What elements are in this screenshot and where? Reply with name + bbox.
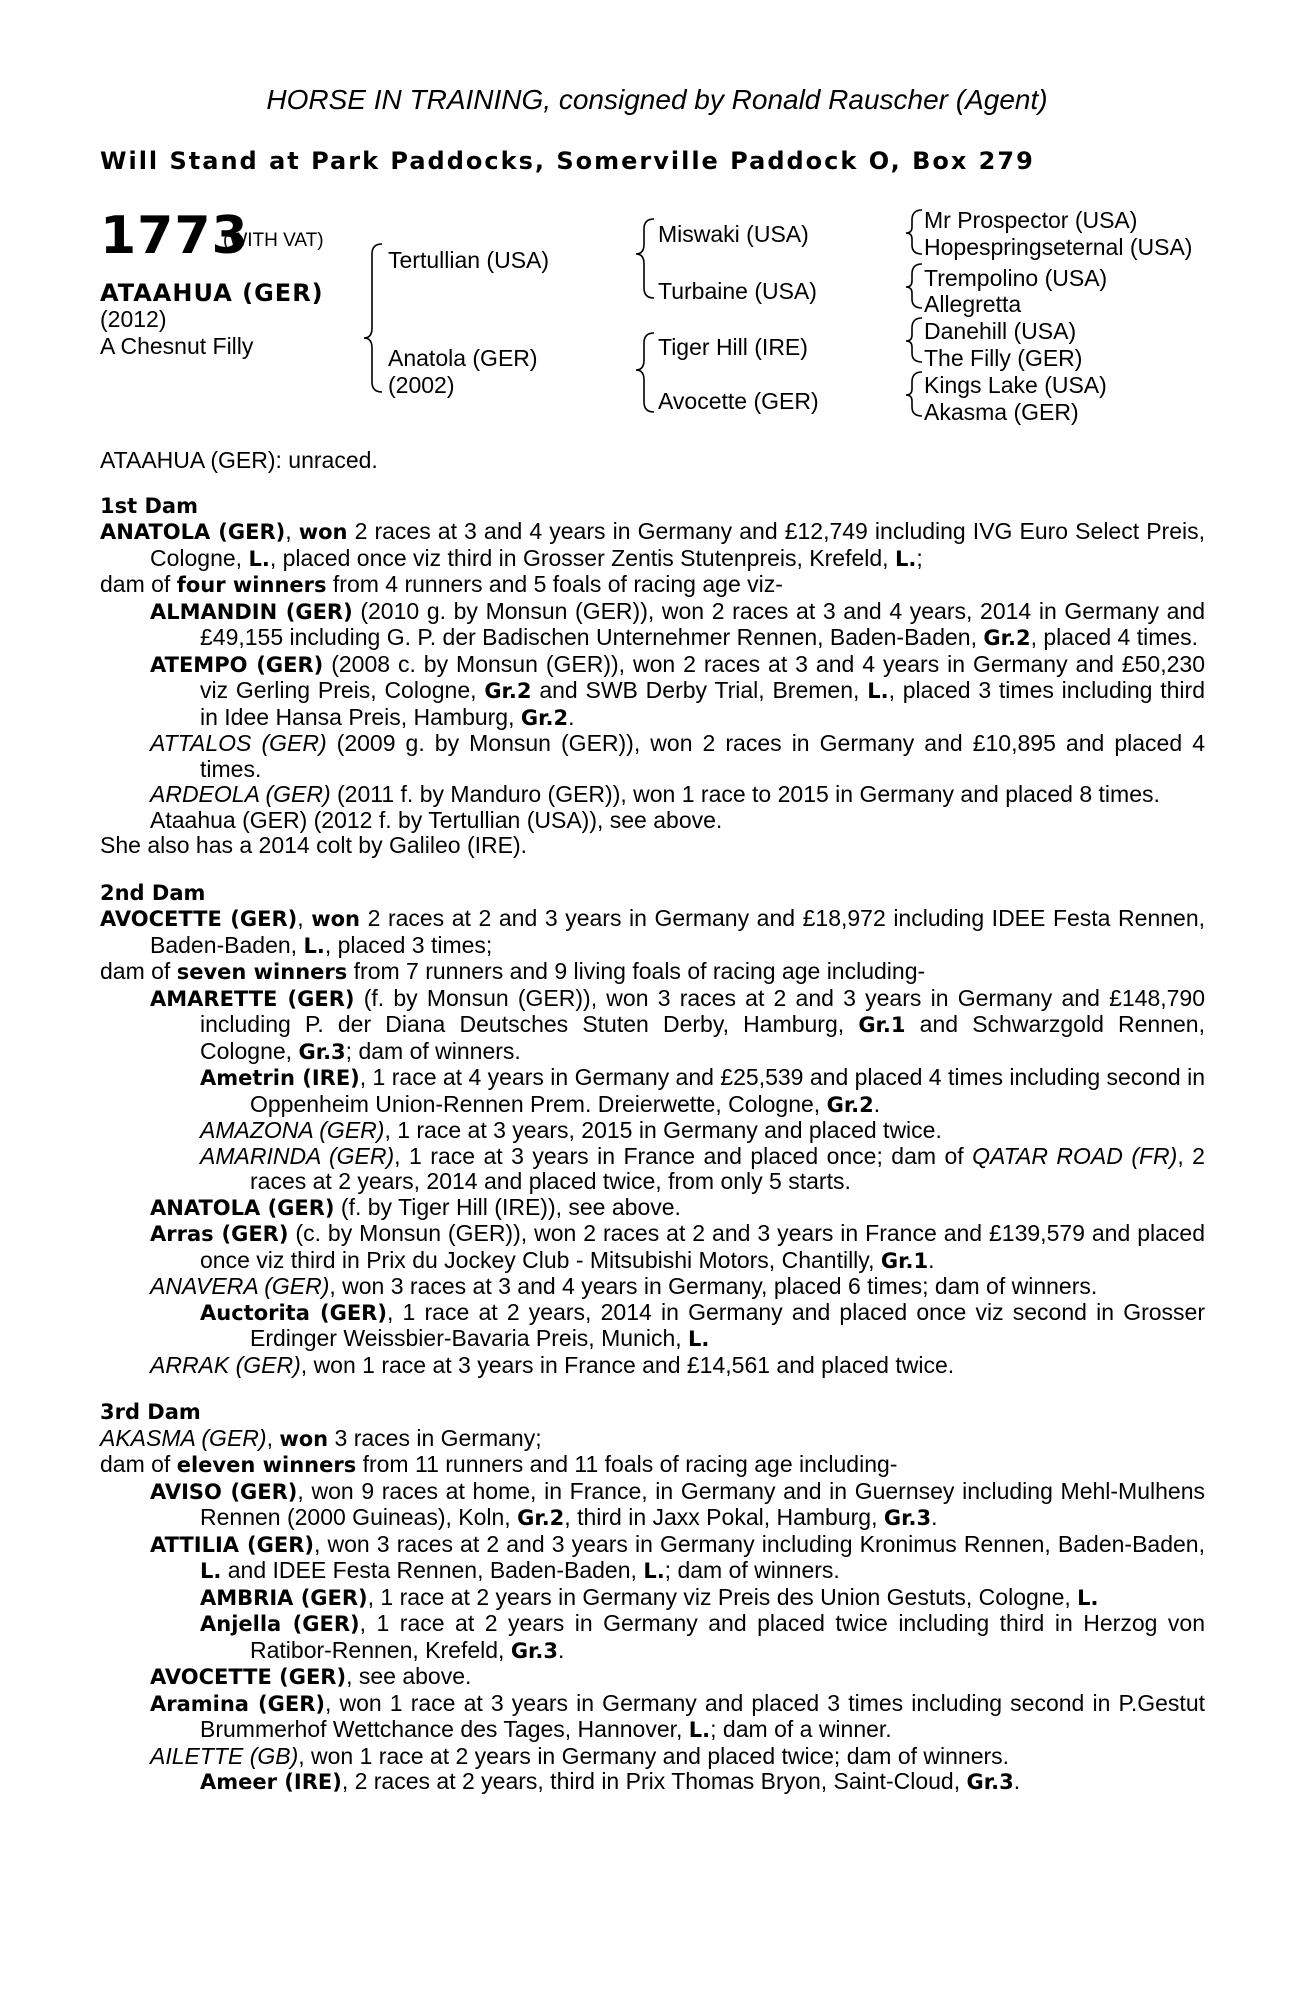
- produce-entry: [100, 1691, 1205, 1744]
- text-run: , 1 race at 3 years, 2015 in Germany and placed twice.: [384, 1117, 942, 1143]
- pedigree-dam: Anatola (GER): [388, 345, 538, 371]
- bold-text-run: Ametrin (IRE): [200, 1066, 360, 1090]
- italic-text-run: ATTALOS (GER): [150, 730, 327, 756]
- produce-entry: [100, 1353, 1205, 1379]
- produce-entry: [100, 1221, 1205, 1274]
- text-run: , won 9 races at home, in France, in Germany and in Guernsey including Mehl-Mulhens Rennen (2000 Guineas), Koln,: [200, 1477, 1205, 1530]
- text-run: , won 3 races at 3 and 4 years in Germany, placed 6 times; dam of winners.: [329, 1273, 1098, 1299]
- text-run: dam of: [100, 571, 177, 597]
- italic-text-run: AMAZONA (GER): [200, 1117, 385, 1143]
- first-dam-produce-list: [100, 599, 1205, 859]
- bracket-sire-dam: [364, 244, 382, 392]
- bracket-g1: [906, 210, 922, 254]
- text-run: , won 1 race at 2 years in Germany and placed twice; dam of winners.: [298, 1742, 1010, 1769]
- bold-text-run: L.: [1077, 1585, 1099, 1610]
- text-run: , placed 4 times.: [1030, 624, 1199, 650]
- text-run: , won 3 races at 2 and 3 years in Germany including Kronimus Rennen, Baden-Baden,: [314, 1530, 1205, 1557]
- catalogue-body: [100, 447, 1206, 1796]
- pedigree-dam-dam: Avocette (GER): [658, 388, 819, 414]
- bold-text-run: AVOCETTE (GER): [150, 1665, 347, 1689]
- bold-text-run: Gr.1: [880, 1248, 929, 1273]
- stand-location: Will Stand at Park Paddocks, Somerville Paddock O, Box 279: [100, 147, 1035, 175]
- bold-text-run: Gr.3: [298, 1039, 346, 1064]
- bold-text-run: seven winners: [176, 960, 348, 984]
- text-run: from 4 runners and 5 foals of racing age viz-: [326, 571, 783, 597]
- text-run: , third in Jaxx Pokal, Hamburg,: [564, 1504, 884, 1530]
- first-dam-heading: 1st Dam: [100, 493, 198, 518]
- pedigree-g6: The Filly (GER): [924, 345, 1083, 371]
- produce-entry: [100, 1195, 1205, 1222]
- bold-text-run: L.: [894, 546, 917, 571]
- lot-vat: (WITH VAT): [223, 230, 324, 251]
- pedigree-sire: Tertullian (USA): [388, 247, 550, 273]
- text-run: ; dam of winners.: [345, 1037, 521, 1064]
- text-run: from 7 runners and 9 living foals of racing age including-: [347, 958, 926, 984]
- produce-entry: [100, 808, 1205, 834]
- first-dam-produce-summary: [100, 572, 1205, 599]
- text-run: (2008 c. by Monsun (GER)), won 2 races at 3 and 4 years in Germany and £50,230 viz Gerling Preis, Cologne,: [200, 650, 1205, 703]
- bold-text-run: won: [279, 1426, 329, 1451]
- bold-text-run: L.: [200, 1559, 222, 1583]
- text-run: .: [873, 1090, 881, 1117]
- text-run: .: [1013, 1768, 1021, 1794]
- bold-text-run: L.: [867, 679, 889, 703]
- italic-text-run: ARRAK (GER): [150, 1351, 301, 1378]
- bold-text-run: L.: [688, 1718, 711, 1742]
- produce-entry: [100, 1664, 1205, 1691]
- text-run: 2 races at 3 and 4 years in Germany and £12,749 including IVG Euro Select Preis, Cologne,: [150, 518, 1205, 571]
- text-run: , 1 race at 2 years in Germany and placed twice including third in Herzog von Ratibor-Rennen, Krefeld,: [250, 1610, 1205, 1663]
- text-run: from 11 runners and 11 foals of racing age including-: [356, 1451, 898, 1477]
- pedigree-dam-year: (2002): [388, 372, 455, 398]
- bold-text-run: Gr.2: [484, 679, 532, 703]
- text-run: , see above.: [346, 1663, 472, 1689]
- bold-text-run: Gr.2: [520, 705, 569, 730]
- pedigree-g3: Trempolino (USA): [924, 265, 1108, 291]
- bold-text-run: won: [298, 520, 348, 544]
- text-run: (c. by Monsun (GER)), won 2 races at 2 and 3 years in France and £139,579 and placed once viz third in Prix du Jockey Club - Mitsubishi Motors, Chantilly,: [200, 1220, 1205, 1273]
- pedigree-g7: Kings Lake (USA): [924, 372, 1107, 398]
- bold-text-run: L.: [643, 1559, 665, 1583]
- bold-text-run: Ameer (IRE): [200, 1770, 342, 1794]
- produce-entry: [100, 1274, 1205, 1300]
- bold-text-run: Arras (GER): [150, 1222, 289, 1246]
- pedigree-g1: Mr Prospector (USA): [924, 207, 1138, 233]
- third-dam-heading: 3rd Dam: [100, 1400, 201, 1424]
- second-dam-intro: [100, 906, 1205, 959]
- italic-text-run: AMARINDA (GER): [200, 1142, 395, 1169]
- pedigree-g8: Akasma (GER): [924, 399, 1079, 425]
- italic-text-run: AKASMA (GER): [100, 1424, 267, 1451]
- bracket-dam-line: [636, 333, 654, 412]
- bold-text-run: AMARETTE (GER): [150, 986, 355, 1011]
- bold-text-run: eleven winners: [176, 1453, 357, 1477]
- produce-entry: [100, 1144, 1205, 1195]
- bold-text-run: Gr.2: [983, 626, 1031, 650]
- text-run: ,: [297, 905, 312, 931]
- produce-entry: [100, 652, 1205, 732]
- produce-entry: [100, 986, 1205, 1066]
- text-run: .: [928, 1246, 935, 1273]
- text-run: 2 races at 2 and 3 years in Germany and £18,972 including IDEE Festa Rennen, Baden-Baden,: [150, 905, 1205, 958]
- produce-entry: [100, 782, 1205, 808]
- produce-entry: [100, 1479, 1205, 1532]
- third-dam-produce-list: [100, 1479, 1205, 1796]
- horse-year: (2012): [100, 306, 167, 332]
- produce-entry: [100, 1585, 1205, 1612]
- second-dam-produce-summary: [100, 959, 1205, 986]
- bold-text-run: Gr.2: [826, 1092, 874, 1117]
- text-run: , 1 race at 3 years in France and placed once; dam of: [394, 1142, 973, 1169]
- text-run: ,: [266, 1424, 280, 1451]
- italic-text-run: QATAR ROAD (FR): [972, 1142, 1178, 1169]
- pedigree-dam-sire: Tiger Hill (IRE): [658, 334, 808, 360]
- consignment-line: HORSE IN TRAINING, consigned by Ronald Rauscher (Agent): [266, 84, 1048, 115]
- text-run: dam of: [100, 1451, 177, 1477]
- italic-text-run: ARDEOLA (GER): [150, 781, 331, 807]
- bold-text-run: ALMANDIN (GER): [150, 599, 353, 624]
- pedigree-g5: Danehill (USA): [924, 318, 1077, 344]
- produce-entry: [100, 1065, 1205, 1118]
- bracket-g4: [906, 372, 922, 416]
- produce-entry: [100, 1300, 1205, 1353]
- text-run: , placed once viz third in Grosser Zentis Stutenpreis, Krefeld,: [269, 544, 895, 571]
- bold-text-run: Auctorita (GER): [200, 1300, 387, 1325]
- bold-text-run: Gr.1: [858, 1013, 906, 1037]
- bold-text-run: four winners: [176, 573, 327, 597]
- pedigree-sire-dam: Turbaine (USA): [658, 278, 817, 304]
- second-dam-produce-list: [100, 986, 1205, 1379]
- bold-text-run: ANATOLA (GER): [100, 520, 286, 544]
- text-run: (2010 g. by Monsun (GER)), won 2 races at 3 and 4 years, 2014 in Germany and £49,155 including G. P. der Badischen Unternehmer Rennen, Baden-Baden,: [200, 597, 1205, 650]
- text-run: 3 races in Germany;: [328, 1424, 542, 1451]
- text-run: , won 1 race at 3 years in France and £14,561 and placed twice.: [300, 1351, 955, 1378]
- text-run: and SWB Derby Trial, Bremen,: [531, 677, 868, 703]
- produce-entry: [100, 1611, 1205, 1664]
- text-run: (f. by Tiger Hill (IRE)), see above.: [334, 1193, 681, 1220]
- third-dam-intro: [100, 1426, 1205, 1453]
- text-run: (f. by Monsun (GER)), won 3 races at 2 and 3 years in Germany and £148,790 including P. der Diana Deutsches Stuten Derby, Hamburg,: [200, 984, 1206, 1037]
- bold-text-run: Gr.2: [517, 1506, 565, 1530]
- bold-text-run: L.: [688, 1327, 710, 1351]
- produce-entry: [100, 1118, 1205, 1144]
- bold-text-run: AVISO (GER): [150, 1479, 298, 1504]
- text-run: , 2 races at 2 years, 2014 and placed twice, from only 5 starts.: [250, 1142, 1205, 1194]
- bracket-g3: [906, 318, 922, 362]
- text-run: , 1 race at 2 years in Germany viz Preis des Union Gestuts, Cologne,: [367, 1583, 1078, 1610]
- bold-text-run: AVOCETTE (GER): [100, 907, 298, 931]
- first-dam-intro: [100, 519, 1205, 572]
- bold-text-run: AMBRIA (GER): [200, 1585, 368, 1610]
- third-dam-produce-summary: [100, 1452, 1205, 1479]
- text-run: .: [558, 1636, 565, 1663]
- produce-entry: [100, 731, 1205, 782]
- second-dam-section: [100, 881, 1205, 1379]
- pedigree-g4: Allegretta: [924, 291, 1022, 317]
- text-run: ; dam of a winner.: [710, 1716, 892, 1742]
- bold-text-run: won: [311, 907, 360, 931]
- text-run: (2009 g. by Monsun (GER)), won 2 races in Germany and £10,895 and placed 4 times.: [200, 730, 1205, 782]
- bold-text-run: ANATOLA (GER): [150, 1195, 335, 1220]
- text-run: (2011 f. by Manduro (GER)), won 1 race to 2015 in Germany and placed 8 times.: [330, 781, 1160, 807]
- horse-name: ATAAHUA (GER): [100, 279, 324, 307]
- text-run: , placed 3 times including third in Idee Hansa Preis, Hamburg,: [200, 677, 1205, 730]
- produce-entry: [100, 1769, 1205, 1796]
- text-run: , 2 races at 2 years, third in Prix Thomas Bryon, Saint-Cloud,: [341, 1768, 967, 1794]
- bracket-g2: [906, 264, 922, 308]
- bold-text-run: L.: [248, 546, 270, 571]
- text-run: ; dam of winners.: [664, 1557, 840, 1583]
- text-run: .: [568, 703, 575, 730]
- produce-entry: [100, 833, 1205, 859]
- pedigree-g2: Hopespringseternal (USA): [924, 234, 1193, 260]
- italic-text-run: ANAVERA (GER): [150, 1273, 330, 1299]
- bold-text-run: Gr.3: [966, 1770, 1014, 1794]
- produce-entry: [100, 1532, 1205, 1585]
- bold-text-run: ATEMPO (GER): [150, 652, 324, 677]
- bold-text-run: Anjella (GER): [200, 1612, 360, 1636]
- bracket-sire-line: [636, 219, 654, 298]
- text-run: , 1 race at 2 years, 2014 in Germany and placed once viz second in Grosser Erdinger Weissbier-Bavaria Preis, Munich,: [250, 1298, 1206, 1351]
- text-run: She also has a 2014 colt by Galileo (IRE).: [100, 832, 528, 858]
- horse-description: A Chesnut Filly: [100, 333, 254, 359]
- text-run: , placed 3 times;: [324, 931, 493, 958]
- race-record: ATAAHUA (GER): unraced.: [100, 447, 378, 473]
- bold-text-run: Aramina (GER): [150, 1691, 325, 1716]
- text-run: , 1 race at 4 years in Germany and £25,539 and placed 4 times including second in Oppenheim Union-Rennen Prem. Dreierwette, Cologne,: [250, 1064, 1205, 1117]
- italic-text-run: AILETTE (GB): [150, 1742, 299, 1769]
- text-run: ,: [285, 518, 299, 544]
- text-run: ;: [916, 544, 923, 571]
- text-run: dam of: [100, 958, 177, 984]
- produce-entry: [100, 599, 1205, 652]
- pedigree-sire-sire: Miswaki (USA): [658, 221, 809, 247]
- text-run: .: [931, 1504, 938, 1530]
- third-dam-section: [100, 1400, 1205, 1796]
- bold-text-run: Gr.3: [883, 1506, 932, 1530]
- text-run: Ataahua (GER) (2012 f. by Tertullian (USA)), see above.: [150, 806, 723, 833]
- bold-text-run: L.: [303, 933, 325, 958]
- second-dam-heading: 2nd Dam: [100, 880, 206, 905]
- text-run: and Schwarzgold Rennen, Cologne,: [200, 1011, 1205, 1064]
- first-dam-section: [100, 494, 1205, 859]
- text-run: , won 1 race at 3 years in Germany and placed 3 times including second in P.Gestut Brummerhof Wettchance des Tages, Hannover,: [200, 1689, 1206, 1742]
- lot-number: 1773: [100, 206, 249, 266]
- text-run: and IDEE Festa Rennen, Baden-Baden,: [221, 1557, 644, 1583]
- bold-text-run: ATTILIA (GER): [150, 1532, 314, 1557]
- bold-text-run: Gr.3: [510, 1638, 559, 1663]
- produce-entry: [100, 1744, 1205, 1770]
